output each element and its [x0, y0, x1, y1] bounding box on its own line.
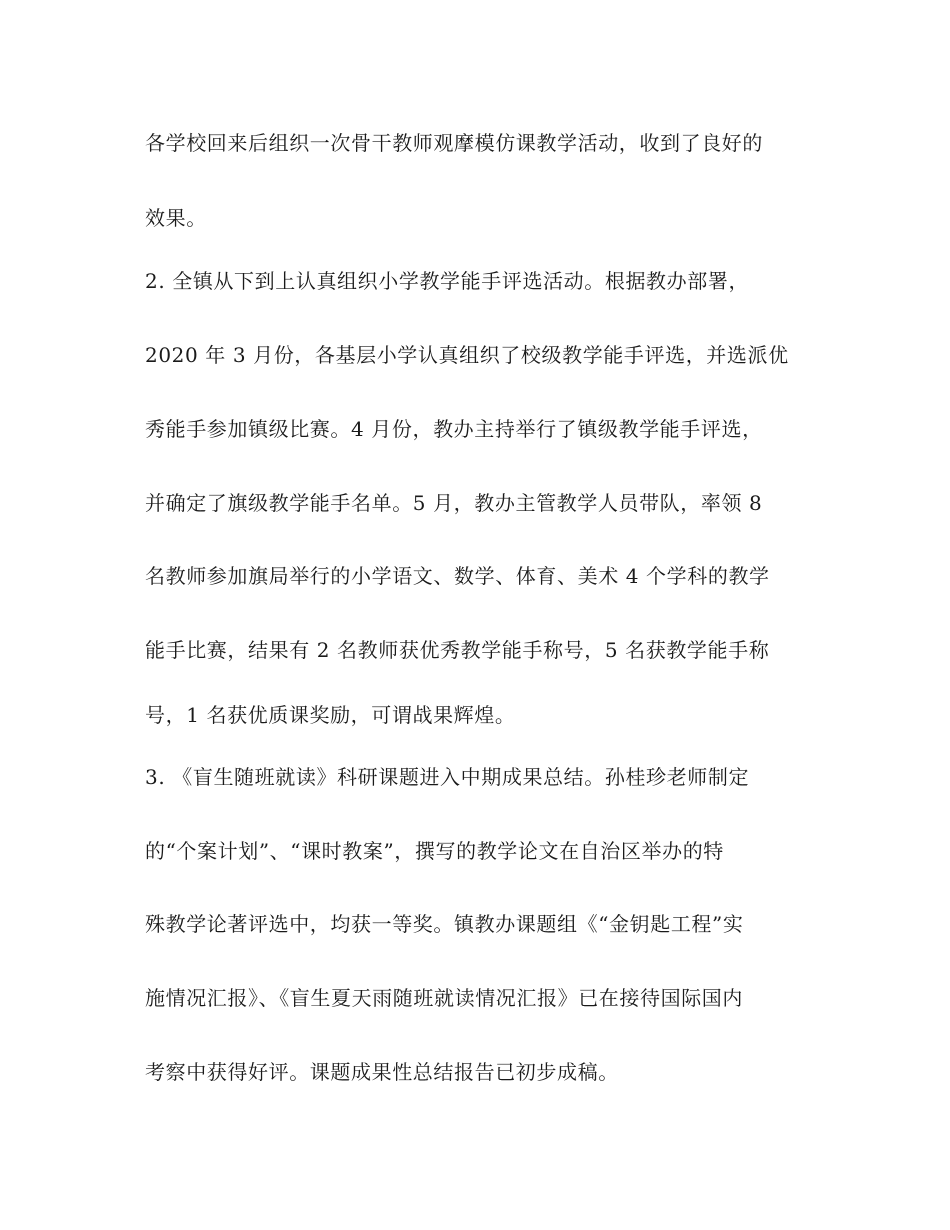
- text-line-13: 施情况汇报》、《盲生夏天雨随班就读情况汇报》已在接待国际国内: [145, 986, 743, 1010]
- text-line-3: 2. 全镇从下到上认真组织小学教学能手评选活动。根据教办部署，: [145, 269, 750, 293]
- text-line-11: 的“个案计划”、“课时教案”，撰写的教学论文在自治区举办的特: [145, 839, 724, 863]
- text-line-10: 3. 《盲生随班就读》科研课题进入中期成果总结。孙桂珍老师制定: [145, 765, 750, 789]
- text-line-5: 秀能手参加镇级比赛。4 月份，教办主持举行了镇级教学能手评选，: [145, 417, 763, 441]
- text-line-1: 各学校回来后组织一次骨干教师观摩模仿课教学活动，收到了良好的: [145, 131, 763, 155]
- text-line-4: 2020 年 3 月份，各基层小学认真组织了校级教学能手评选，并选派优: [145, 343, 789, 367]
- text-line-14: 考察中获得好评。课题成果性总结报告已初步成稿。: [145, 1060, 619, 1084]
- text-line-9: 号，1 名获优质课奖励，可谓战果辉煌。: [145, 703, 516, 727]
- text-line-2: 效果。: [145, 206, 207, 230]
- text-line-7: 名教师参加旗局举行的小学语文、数学、体育、美术 4 个学科的教学: [145, 564, 770, 588]
- text-line-6: 并确定了旗级教学能手名单。5 月，教办主管教学人员带队，率领 8: [145, 491, 763, 515]
- text-line-8: 能手比赛，结果有 2 名教师获优秀教学能手称号，5 名获教学能手称: [145, 638, 770, 662]
- text-line-12: 殊教学论著评选中，均获一等奖。镇教办课题组《“金钥匙工程”实: [145, 912, 744, 936]
